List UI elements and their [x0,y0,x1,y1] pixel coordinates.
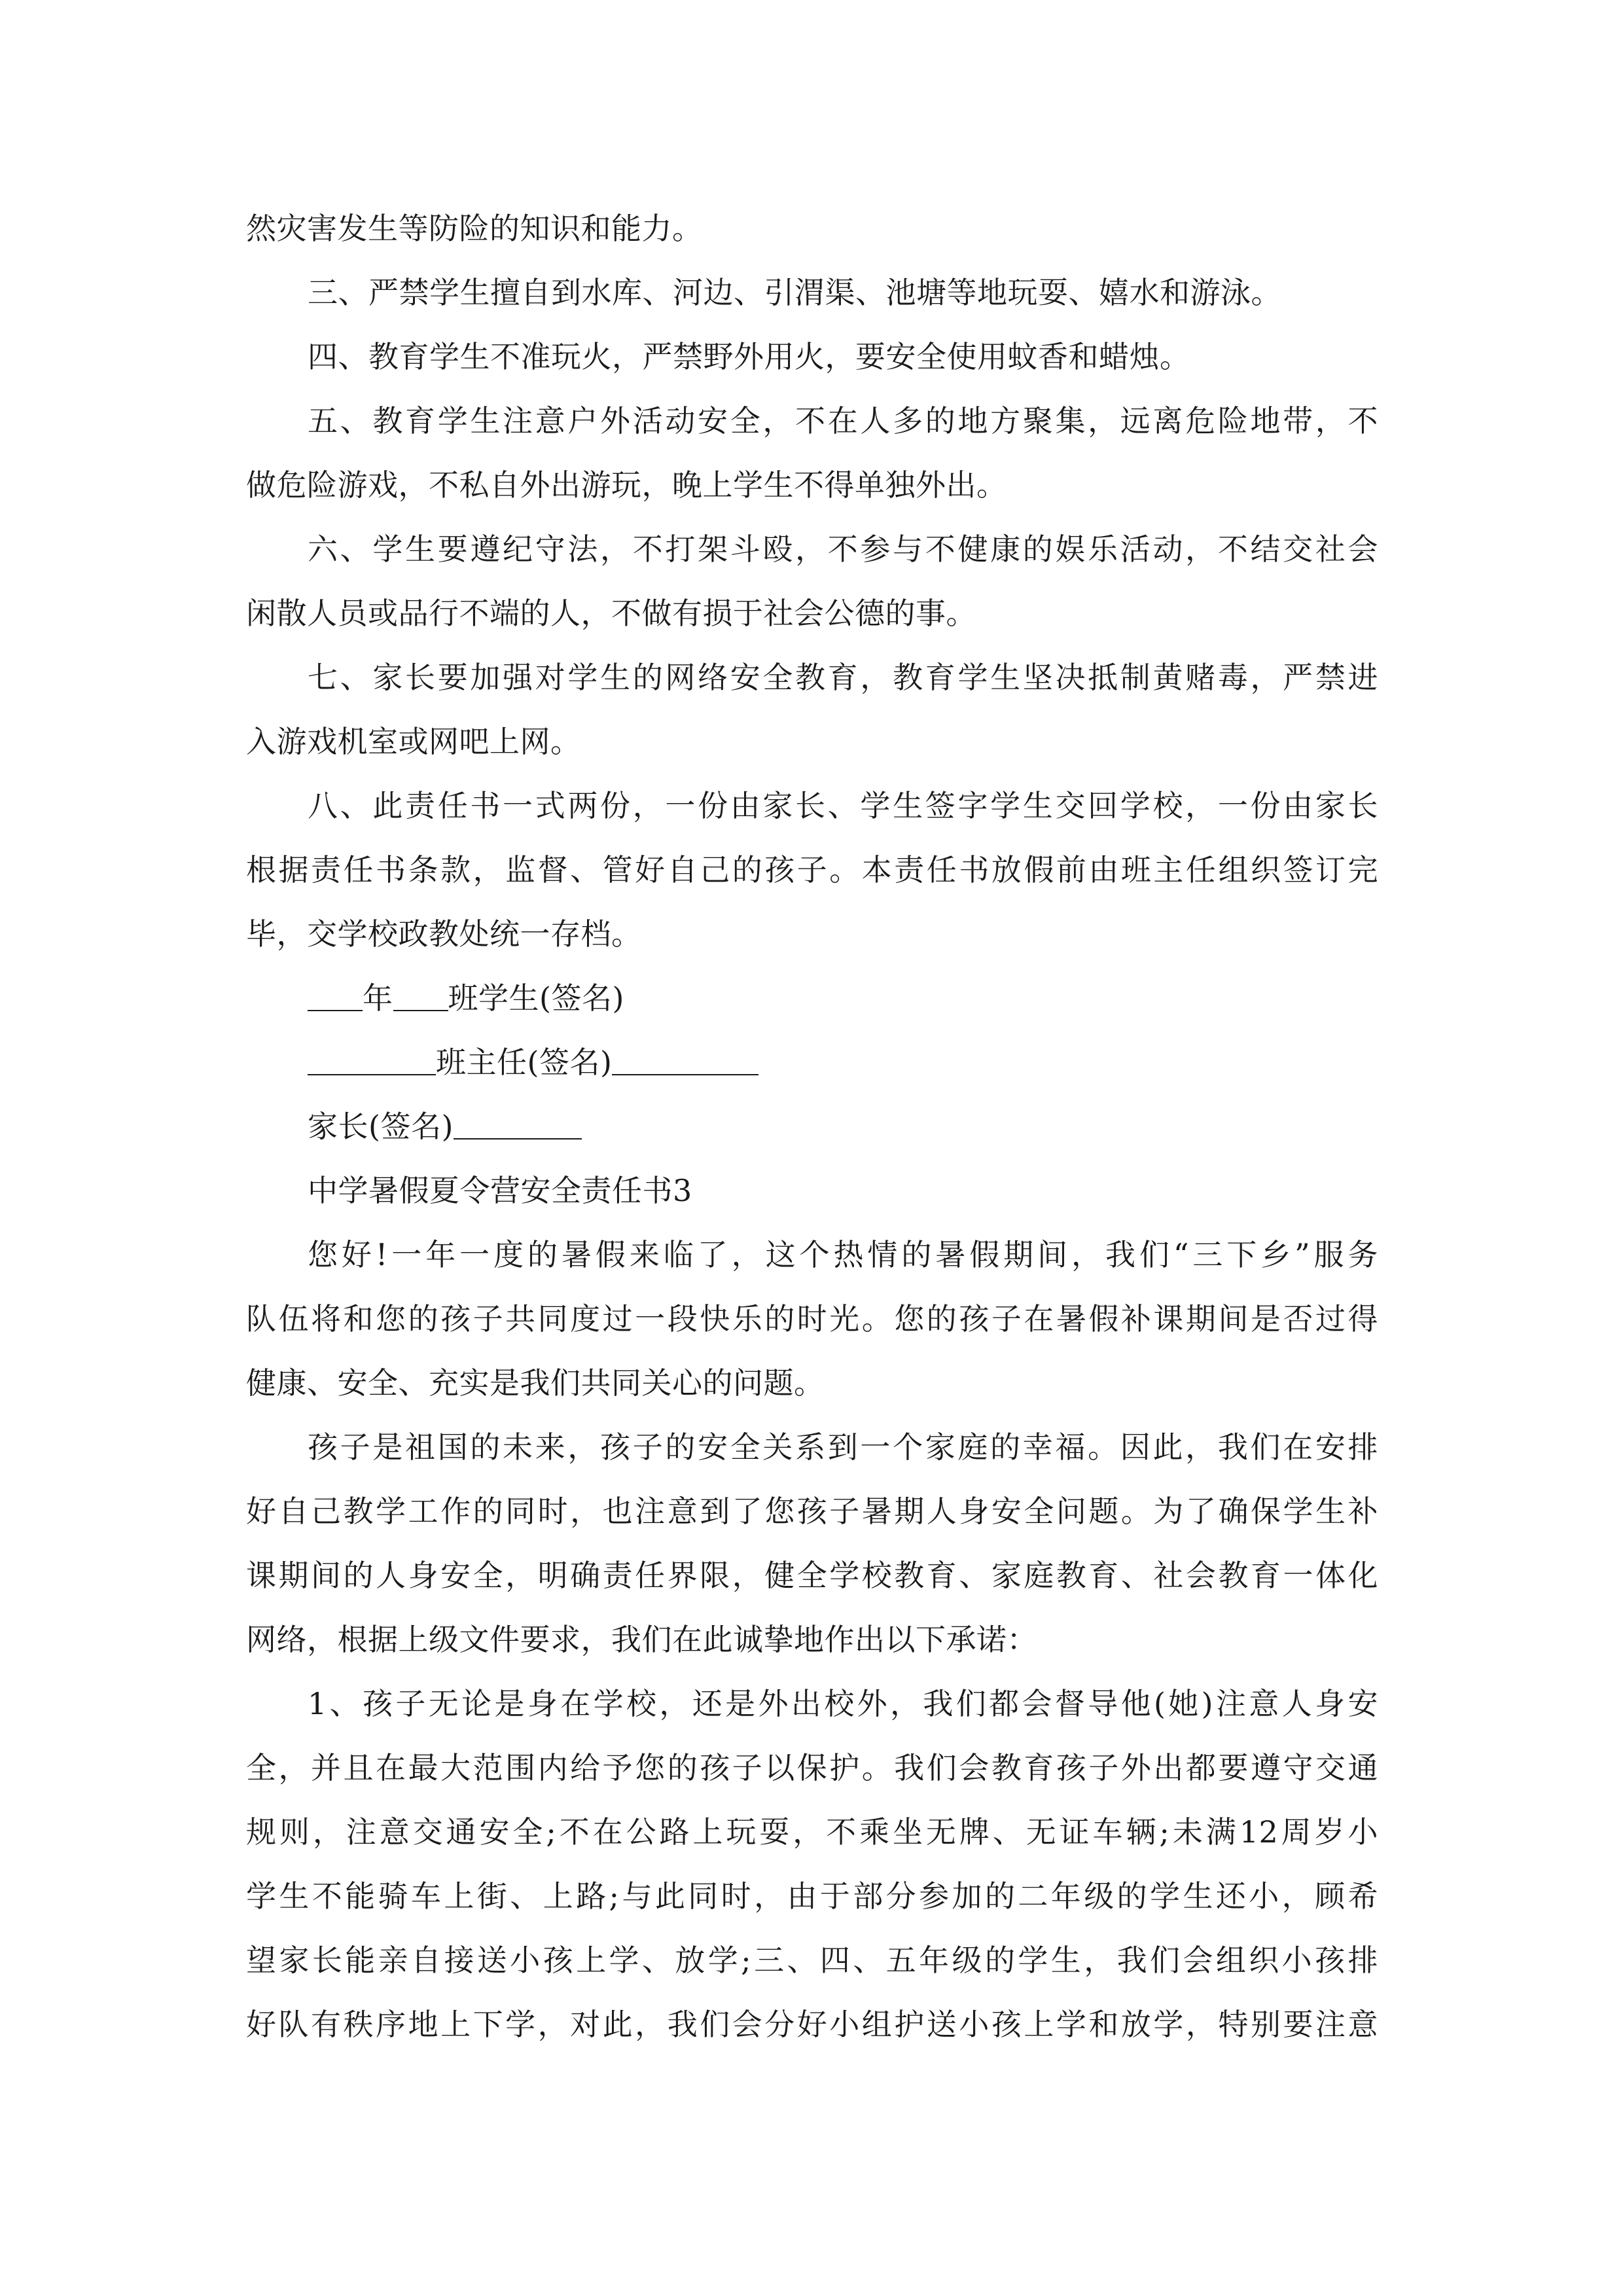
text-line: 七、家长要加强对学生的网络安全教育，教育学生坚决抵制黄赌毒，严禁进 [308,660,1378,695]
head-teacher-label: 班主任(签名) [436,1045,613,1080]
text-line: 网络，根据上级文件要求，我们在此诚挚地作出以下承诺： [246,1622,1037,1657]
section-title: 中学暑假夏令营安全责任书3 [308,1173,692,1208]
text-line: 闲散人员或品行不端的人，不做有损于社会公德的事。 [246,596,976,631]
text-line: 做危险游戏，不私自外出游玩，晚上学生不得单独外出。 [246,467,1007,503]
parent-signature-line [308,1094,1446,1158]
text-line: 四、教育学生不准玩火，严禁野外用火，要安全使用蚊香和蜡烛。 [308,339,1190,374]
text-line: 五、教育学生注意户外活动安全，不在人多的地方聚集，远离危险地带，不 [308,403,1378,439]
text-line: 队伍将和您的孩子共同度过一段快乐的时光。您的孩子在暑假补课期间是否过得 [246,1301,1378,1336]
class-blank [393,980,448,1011]
text-line: 课期间的人身安全，明确责任界限，健全学校教育、家庭教育、社会教育一体化 [246,1558,1378,1593]
student-signature-line [308,966,1446,1030]
text-line: 根据责任书条款，监督、管好自己的孩子。本责任书放假前由班主任组织签订完 [246,852,1378,888]
head-teacher-signature-line [308,1030,1446,1094]
text-line: 然灾害发生等防险的知识和能力。 [246,211,703,246]
text-line: 学生不能骑车上街、上路;与此同时，由于部分参加的二年级的学生还小，顾希 [246,1878,1378,1914]
text-line: 规则，注意交通安全;不在公路上玩耍，不乘坐无牌、无证车辆;未满12周岁小 [246,1814,1378,1850]
text-line: 好自己教学工作的同时，也注意到了您孩子暑期人身安全问题。为了确保学生补 [246,1494,1378,1529]
text-line: 全，并且在最大范围内给予您的孩子以保护。我们会教育孩子外出都要遵守交通 [246,1750,1378,1785]
text-line: 八、此责任书一式两份，一份由家长、学生签字学生交回学校，一份由家长 [308,788,1378,823]
class-student-label: 班学生(签名) [448,980,624,1016]
text-line: 您好!一年一度的暑假来临了，这个热情的暑假期间，我们“三下乡”服务 [308,1237,1378,1272]
text-line: 六、学生要遵纪守法，不打架斗殴，不参与不健康的娱乐活动，不结交社会 [308,531,1378,567]
parent-label: 家长(签名) [308,1109,454,1144]
head-teacher-blank-right [612,1044,758,1075]
text-line: 望家长能亲自接送小孩上学、放学;三、四、五年级的学生，我们会组织小孩排 [246,1943,1378,1978]
text-line: 入游戏机室或网吧上网。 [246,724,581,759]
text-line: 孩子是祖国的未来，孩子的安全关系到一个家庭的幸福。因此，我们在安排 [308,1429,1378,1465]
grade-label: 年 [363,980,393,1016]
head-teacher-blank-left [308,1044,436,1075]
text-line: 毕，交学校政教处统一存档。 [246,916,642,952]
text-line: 好队有秩序地上下学，对此，我们会分好小组护送小孩上学和放学，特别要注意 [246,2007,1378,2042]
text-line: 1、孩子无论是身在学校，还是外出校外，我们都会督导他(她)注意人身安 [308,1686,1378,1721]
text-line: 健康、安全、充实是我们共同关心的问题。 [246,1365,825,1401]
text-line: 三、严禁学生擅自到水库、河边、引渭渠、池塘等地玩耍、嬉水和游泳。 [308,275,1281,310]
parent-blank [454,1108,582,1139]
grade-blank [308,980,363,1011]
